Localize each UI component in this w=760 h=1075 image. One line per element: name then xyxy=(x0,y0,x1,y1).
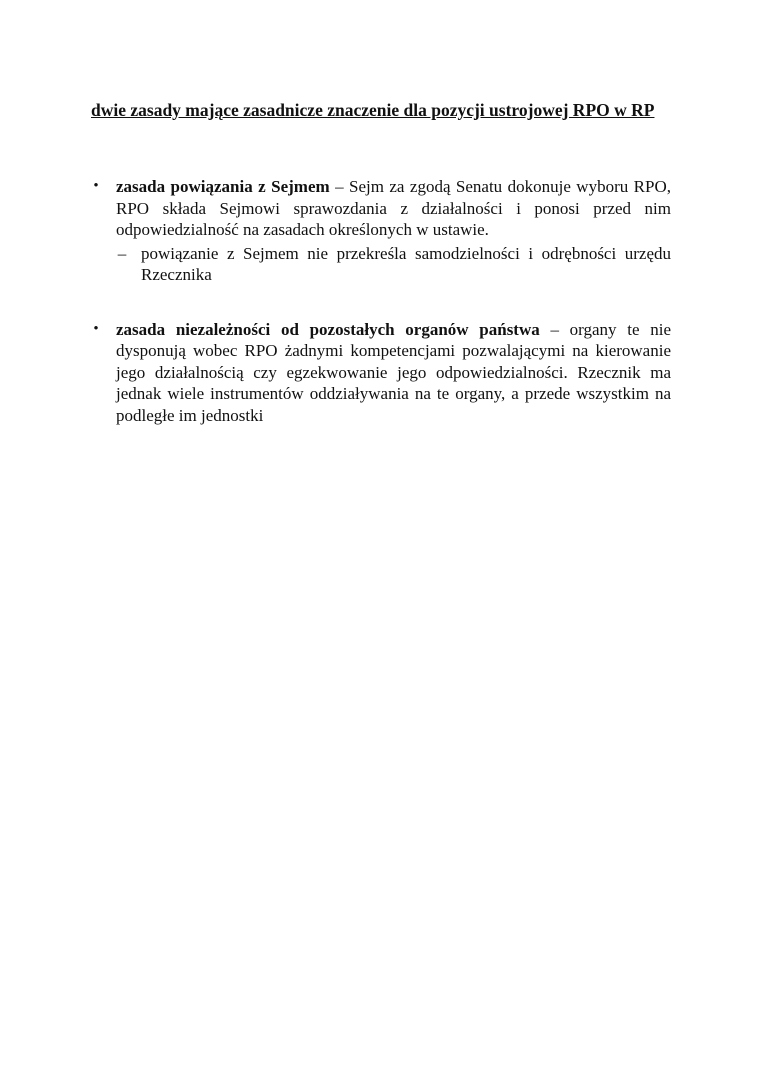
document-heading: dwie zasady mające zasadnicze znaczenie dla pozycji ustrojowej RPO w RP xyxy=(91,100,655,120)
sub-item-text: powiązanie z Sejmem nie przekreśla samodzielności i odrębności urzędu Rzecznika xyxy=(141,243,671,284)
bullet-icon: • xyxy=(93,320,99,337)
principles-list xyxy=(91,176,671,426)
item-lead: zasada niezależności od pozostałych organów państwa xyxy=(116,319,540,339)
list-item-independence xyxy=(91,319,671,427)
dash-icon: – xyxy=(117,243,127,263)
sub-list-item xyxy=(116,243,671,286)
bullet-icon: • xyxy=(93,178,99,194)
list-item-sejm xyxy=(91,176,671,286)
item-text: – organy te nie dysponują wobec RPO żadnymi kompetencjami pozwalającymi na kierowanie jego działalnością czy egzekwowanie jego odpowiedzialności. Rzecznik ma jednak wiele instrumentów oddziaływania na te organy, a przede wszystkim na podległe im jednostki xyxy=(116,319,671,425)
sub-list xyxy=(116,243,671,286)
item-lead: zasada powiązania z Sejmem xyxy=(116,177,330,196)
item-text: – Sejm za zgodą Senatu dokonuje wyboru RPO, RPO składa Sejmowi sprawozdania z działalności i ponosi przed nim odpowiedzialność na zasadach określonych w ustawie. xyxy=(116,177,671,239)
